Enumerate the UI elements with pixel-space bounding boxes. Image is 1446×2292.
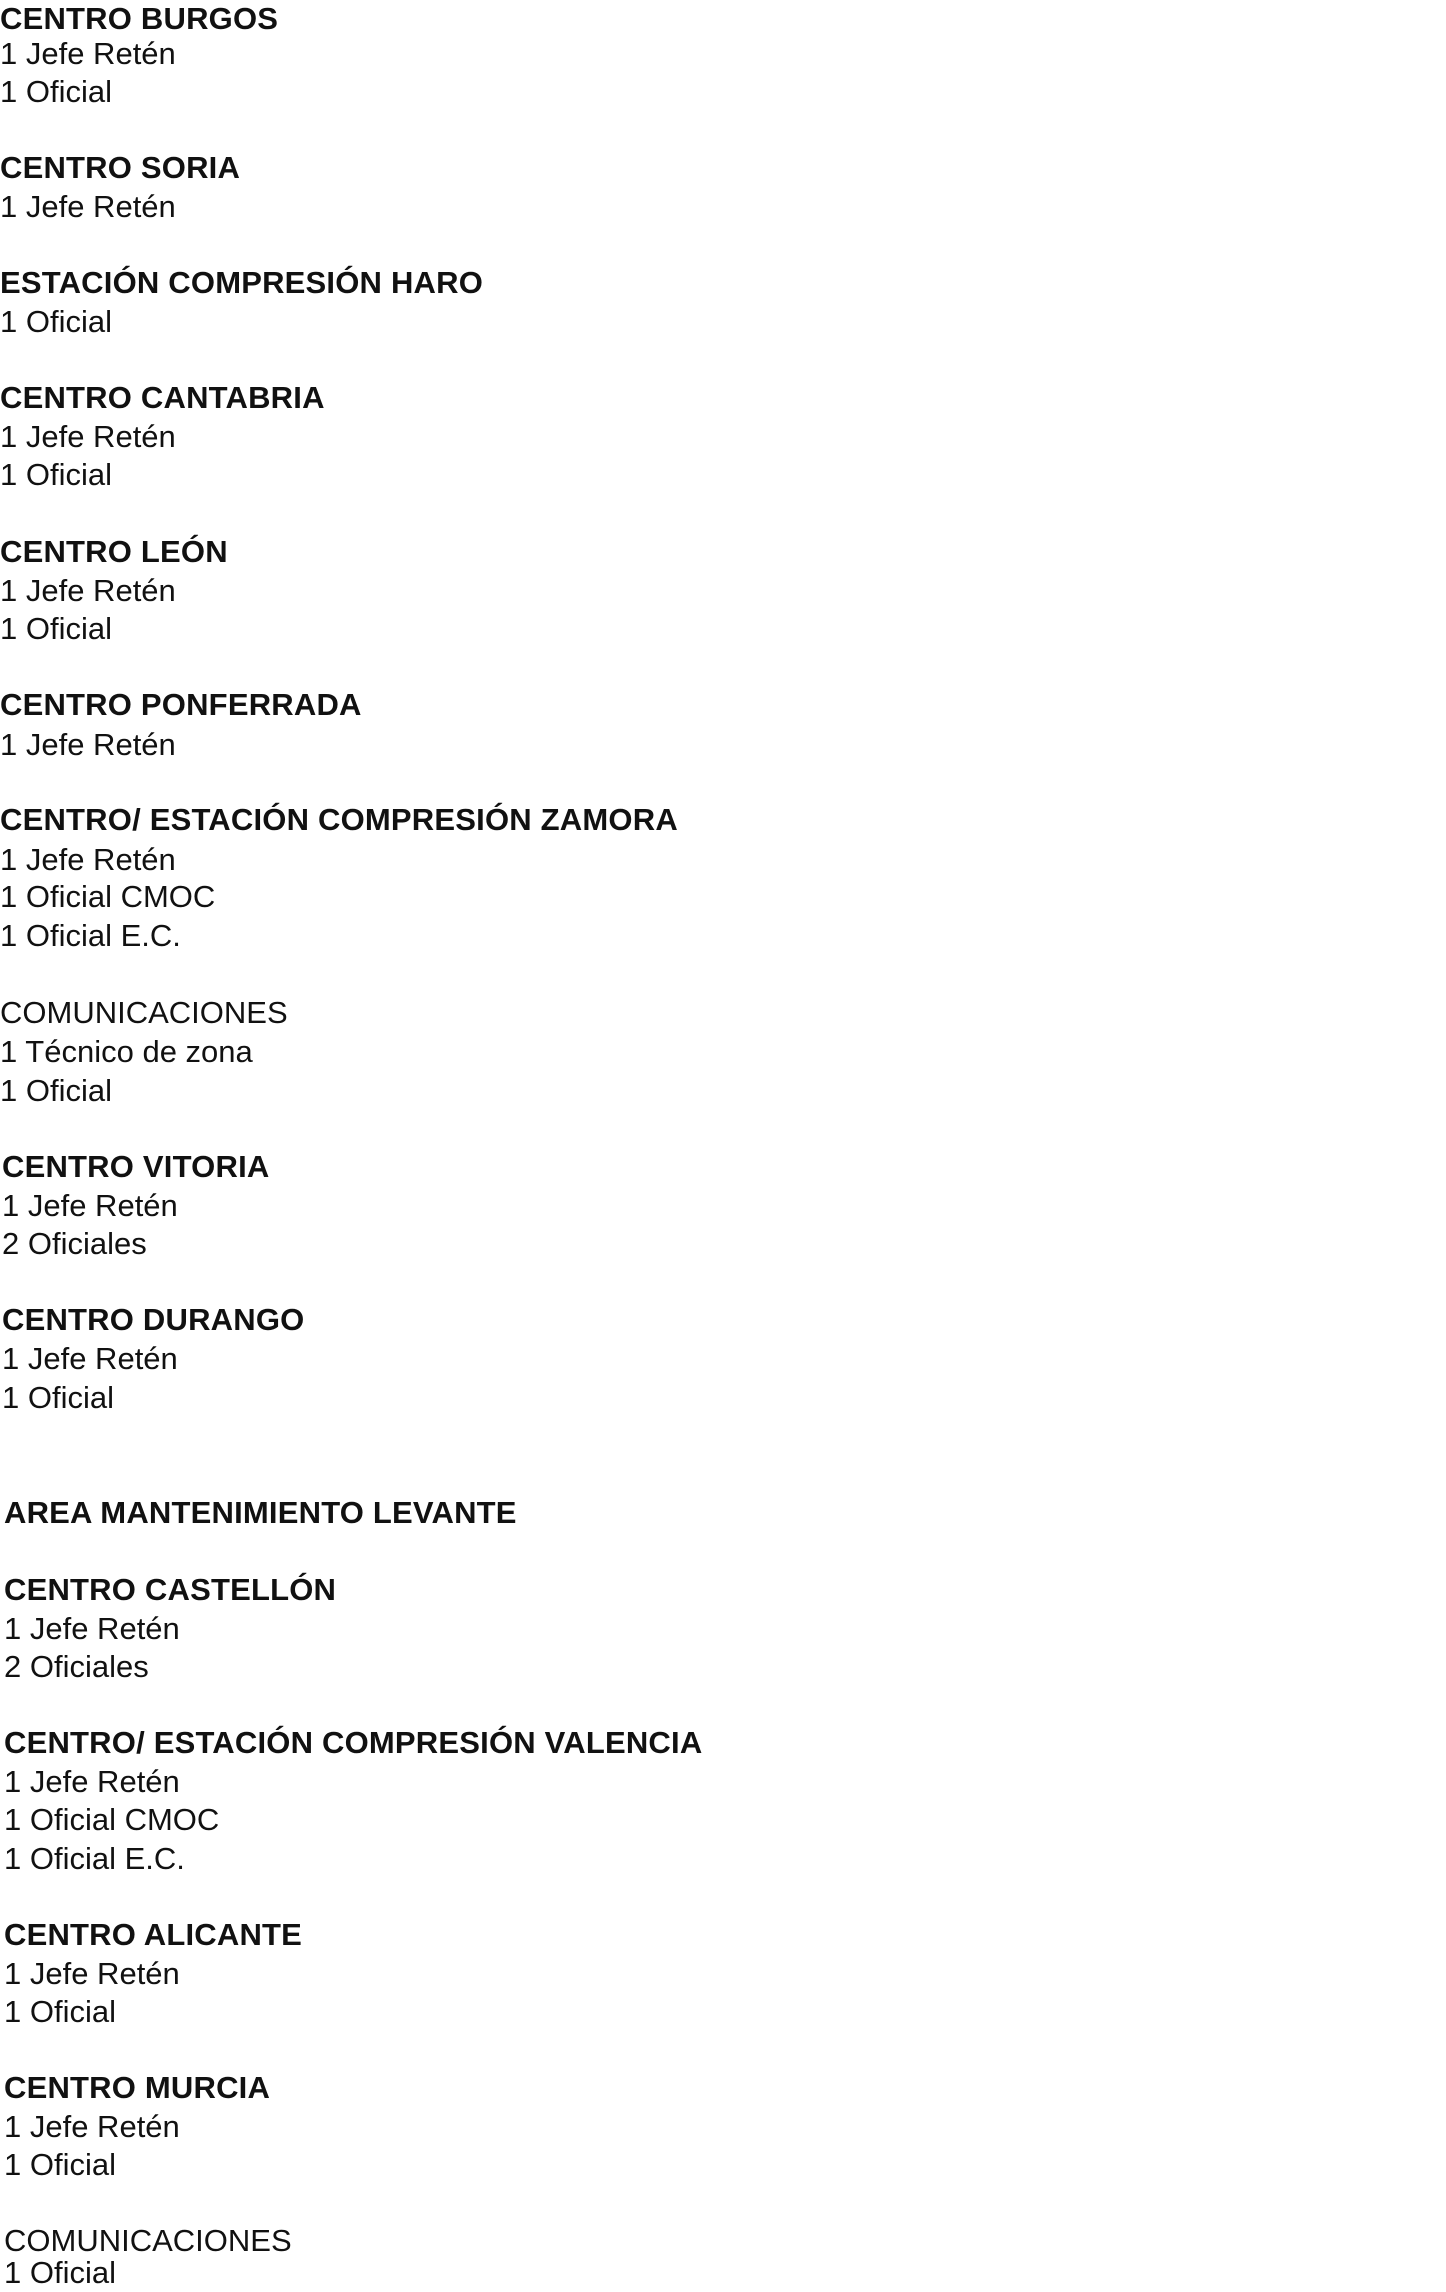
staff-line: 1 Jefe Retén <box>4 1611 180 1646</box>
staff-line: 1 Jefe Retén <box>0 573 176 608</box>
staff-line: 1 Oficial <box>0 457 112 492</box>
staff-line: 1 Oficial <box>4 2255 116 2290</box>
section-heading: CENTRO PONFERRADA <box>0 687 362 722</box>
section-heading: COMUNICACIONES <box>4 2223 292 2258</box>
staff-line: 1 Jefe Retén <box>0 842 176 877</box>
staff-line: 1 Oficial <box>4 2147 116 2182</box>
section-heading: CENTRO ALICANTE <box>4 1917 303 1952</box>
staff-line: 1 Jefe Retén <box>4 2109 180 2144</box>
section-heading: CENTRO DURANGO <box>2 1302 305 1337</box>
section-heading: CENTRO/ ESTACIÓN COMPRESIÓN VALENCIA <box>4 1725 703 1760</box>
section-heading: CENTRO/ ESTACIÓN COMPRESIÓN ZAMORA <box>0 802 678 837</box>
staff-line: 1 Oficial E.C. <box>4 1841 185 1876</box>
staff-line: 2 Oficiales <box>4 1649 149 1684</box>
staff-line: 1 Oficial E.C. <box>0 918 181 953</box>
section-heading: ESTACIÓN COMPRESIÓN HARO <box>0 265 484 300</box>
staff-line: 1 Técnico de zona <box>0 1034 253 1069</box>
staff-line: 1 Oficial <box>0 74 112 109</box>
staff-line: 1 Jefe Retén <box>0 419 176 454</box>
staff-line: 1 Jefe Retén <box>0 36 176 71</box>
section-heading: CENTRO VITORIA <box>2 1149 270 1184</box>
staff-line: 1 Oficial <box>0 1073 112 1108</box>
section-heading: COMUNICACIONES <box>0 995 288 1030</box>
staff-line: 1 Jefe Retén <box>0 727 176 762</box>
staff-line: 1 Jefe Retén <box>2 1341 178 1376</box>
section-heading: CENTRO MURCIA <box>4 2070 271 2105</box>
staff-line: 1 Oficial <box>4 1994 116 2029</box>
staff-line: 1 Oficial <box>0 611 112 646</box>
staff-line: 1 Jefe Retén <box>4 1956 180 1991</box>
section-heading: CENTRO BURGOS <box>0 1 279 36</box>
section-heading: CENTRO CANTABRIA <box>0 380 325 415</box>
staff-line: 1 Jefe Retén <box>4 1764 180 1799</box>
staff-line: 1 Jefe Retén <box>0 189 176 224</box>
staff-line: 1 Oficial <box>0 304 112 339</box>
staff-line: 1 Oficial CMOC <box>0 879 216 914</box>
section-heading: CENTRO CASTELLÓN <box>4 1572 337 1607</box>
staff-line: 2 Oficiales <box>2 1226 147 1261</box>
area-heading: AREA MANTENIMIENTO LEVANTE <box>4 1495 517 1530</box>
section-heading: CENTRO LEÓN <box>0 534 228 569</box>
staff-line: 1 Oficial <box>2 1380 114 1415</box>
staff-line: 1 Jefe Retén <box>2 1188 178 1223</box>
section-heading: CENTRO SORIA <box>0 150 241 185</box>
staff-line: 1 Oficial CMOC <box>4 1802 220 1837</box>
